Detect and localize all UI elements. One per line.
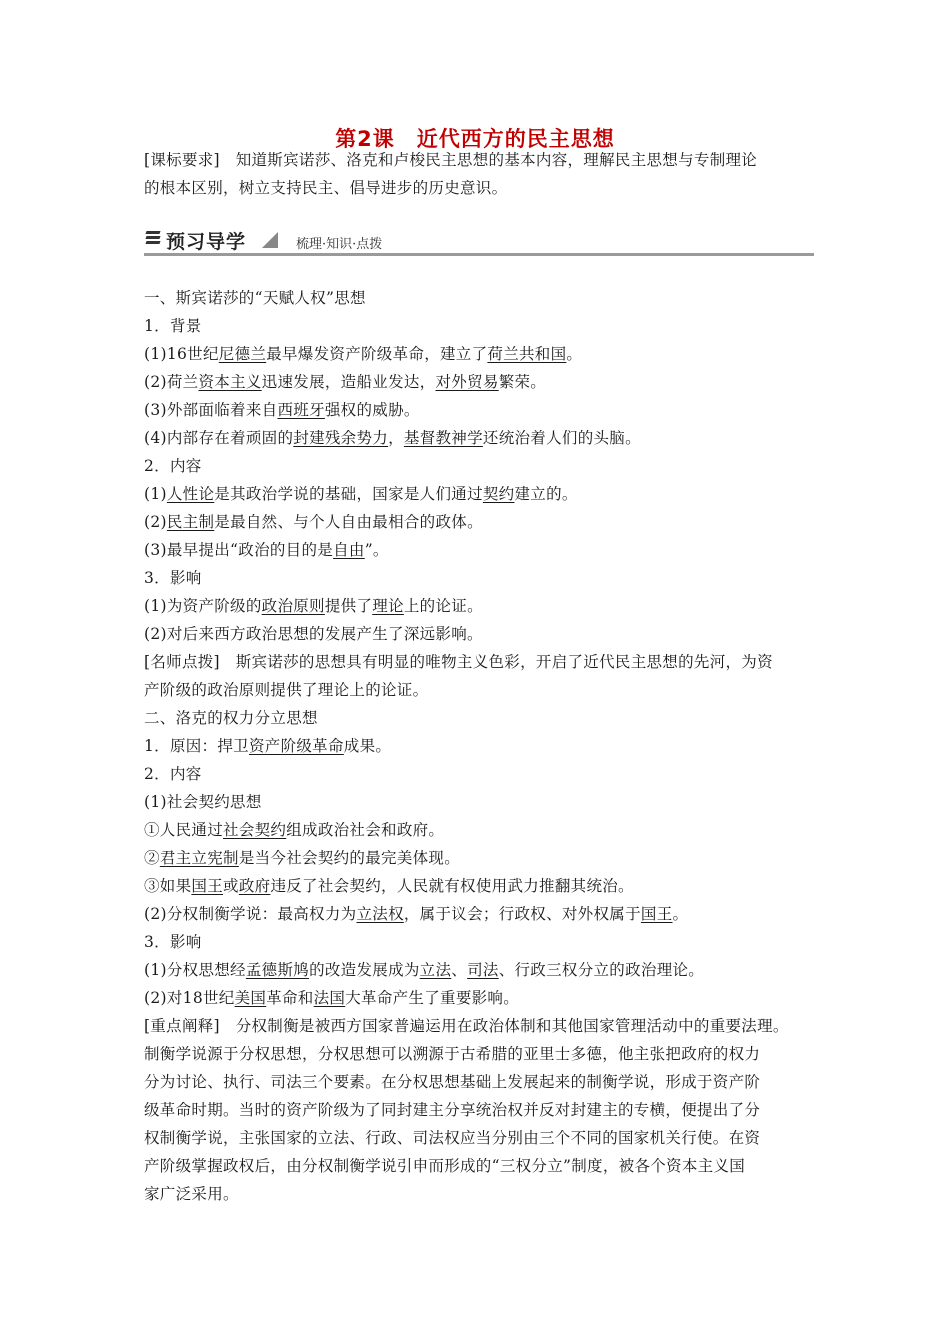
text-line [144,676,820,704]
text-run: 2．内容 [144,457,202,475]
text-line [144,508,820,536]
text-line [144,1040,820,1068]
text-run: 。 [566,345,583,363]
banner-title: 预习导学 [166,231,247,253]
text-run: 迅速发展，造船业发达， [261,373,436,391]
underlined-answer: 契约 [482,485,515,503]
text-line [144,1012,820,1040]
text-run: 3．影响 [144,933,202,951]
underlined-answer: 基督教神学 [403,429,483,447]
text-line [144,984,820,1012]
underlined-answer: 国王 [640,905,673,923]
underlined-answer: 立法 [419,961,452,979]
underlined-answer: 理论 [372,597,404,615]
text-run: 权制衡学说，主张国家的立法、行政、司法权应当分别由三个不同的国家机关行使。在资 [144,1129,761,1147]
text-run: 大革命产生了重要影响。 [345,989,520,1007]
underlined-answer: 荷兰共和国 [487,345,567,363]
text-line [144,564,820,592]
text-run: 革命和 [266,989,314,1007]
underlined-answer: 封建残余势力 [293,429,389,447]
text-line [144,620,820,648]
underlined-answer: 人性论 [166,485,215,503]
text-run: 家广泛采用。 [144,1185,239,1203]
underlined-answer: 民主制 [166,513,215,531]
text-line [144,1096,820,1124]
underlined-answer: 自由 [333,541,365,559]
text-line [144,872,820,900]
text-run: 。 [672,905,689,923]
text-line [144,1068,820,1096]
text-run: 上的论证。 [403,597,483,615]
text-run: (1)为资产阶级的 [144,597,262,615]
underlined-answer: 尼德兰 [218,345,267,363]
text-run: 产阶级掌握政权后，由分权制衡学说引申而形成的“三权分立”制度，被各个资本主义国 [144,1157,746,1175]
text-line [144,956,820,984]
text-line [144,1124,820,1152]
underlined-answer: 对外贸易 [435,373,499,391]
text-line [144,1180,820,1208]
lesson-title: 第2课 近代西方的民主思想 [335,127,615,151]
text-run: 一、斯宾诺莎的“天赋人权”思想 [144,289,366,307]
text-run: (2)对18世纪 [144,989,235,1007]
underlined-answer: 社会契约 [223,821,287,839]
text-run: ， [388,429,404,447]
section-banner [144,226,814,256]
text-line [144,704,820,732]
underlined-answer: 孟德斯鸠 [245,961,310,979]
text-run: 违反了社会契约，人民就有权使用武力推翻其统治。 [270,877,634,895]
text-run: 1．原因：捍卫 [144,737,249,755]
underlined-answer: 资产阶级革命 [248,737,344,755]
underlined-answer: 西班牙 [277,401,325,419]
text-run: (2)荷兰 [144,373,199,391]
text-run: (1)社会契约思想 [144,793,262,811]
text-run: (4)内部存在着顽固的 [144,429,294,447]
text-line [144,284,820,312]
text-run: 的改造发展成为 [309,961,420,979]
underlined-answer: 美国 [234,989,267,1007]
banner-triangle-icon [262,232,278,248]
text-line [144,424,820,452]
underlined-answer: 政府 [238,877,271,895]
text-run: 或 [223,877,239,895]
text-run: [重点阐释] 分权制衡是被西方国家普遍运用在政治体制和其他国家管理活动中的重要法理。 [144,1017,789,1035]
text-run: 组成政治社会和政府。 [286,821,445,839]
text-line [144,452,820,480]
text-run: 分为讨论、执行、司法三个要素。在分权思想基础上发展起来的制衡学说，形成于资产阶 [144,1073,761,1091]
text-run: 级革命时期。当时的资产阶级为了同封建主分享统治权并反对封建主的专横，便提出了分 [144,1101,761,1119]
text-run: ，属于议会；行政权、对外权属于 [403,905,641,923]
underlined-answer: 资本主义 [198,373,262,391]
underlined-answer: 国王 [191,877,224,895]
text-run: (2)对后来西方政治思想的发展产生了深远影响。 [144,625,483,643]
banner-subtitle: 梳理·知识·点拨 [296,237,383,252]
text-line [144,1152,820,1180]
text-run: 成果。 [343,737,392,755]
text-line [144,648,820,676]
text-line [144,760,820,788]
text-line [144,592,820,620]
underlined-answer: 君主立宪制 [159,849,239,867]
text-line [144,368,820,396]
text-run: 、行政三权分立的政治理论。 [498,961,705,979]
text-run: [名师点拨] 斯宾诺莎的思想具有明显的唯物主义色彩，开启了近代民主思想的先河，为资 [144,653,773,671]
text-run: ② [144,849,160,867]
text-run: 制衡学说源于分权思想，分权思想可以溯源于古希腊的亚里士多德，他主张把政府的权力 [144,1045,761,1063]
text-run: (1) [144,485,167,503]
text-line [144,312,820,340]
banner-stripes-icon [146,231,160,249]
text-run: 是最自然、与个人自由最相合的政体。 [214,513,483,531]
underlined-answer: 政治原则 [261,597,325,615]
text-run: 产阶级的政治原则提供了理论上的论证。 [144,681,429,699]
text-line [144,788,820,816]
text-run: 是当今社会契约的最完美体现。 [238,849,461,867]
text-line [144,732,820,760]
text-run: (2)分权制衡学说：最高权力为 [144,905,357,923]
text-run: 繁荣。 [498,373,547,391]
text-run: 是其政治学说的基础，国家是人们通过 [214,485,483,503]
text-run: 提供了 [324,597,373,615]
text-run: 二、洛克的权力分立思想 [144,709,318,727]
lesson-body [144,284,820,1208]
text-run: (1)分权思想经 [144,961,246,979]
requirement-line: [课标要求] 知道斯宾诺莎、洛克和卢梭民主思想的基本内容，理解民主思想与专制理论 [144,151,758,169]
curriculum-requirement [144,146,820,202]
underlined-answer: 司法 [467,961,499,979]
text-run: 最早爆发资产阶级革命，建立了 [266,345,488,363]
text-line [144,340,820,368]
text-run: 建立的。 [514,485,578,503]
text-run: (2) [144,513,167,531]
text-line [144,900,820,928]
text-run: (1)16世纪 [144,345,219,363]
text-run: ①人民通过 [144,821,224,839]
text-run: ③如果 [144,877,192,895]
text-run: 强权的威胁。 [324,401,420,419]
text-run: ”。 [364,541,389,559]
text-line [144,536,820,564]
underlined-answer: 立法权 [356,905,404,923]
text-line [144,480,820,508]
underlined-answer: 法国 [313,989,346,1007]
text-line [144,396,820,424]
text-run: (3)外部面临着来自 [144,401,278,419]
requirement-line: 的根本区别，树立支持民主、倡导进步的历史意识。 [144,179,508,197]
text-run: 2．内容 [144,765,202,783]
text-run: 3．影响 [144,569,202,587]
text-run: (3)最早提出“政治的目的是 [144,541,334,559]
banner-divider [144,253,814,256]
text-line [144,844,820,872]
text-run: 还统治着人们的头脑。 [482,429,641,447]
text-line [144,816,820,844]
text-line [144,928,820,956]
text-run: 、 [451,961,468,979]
text-run: 1．背景 [144,317,202,335]
